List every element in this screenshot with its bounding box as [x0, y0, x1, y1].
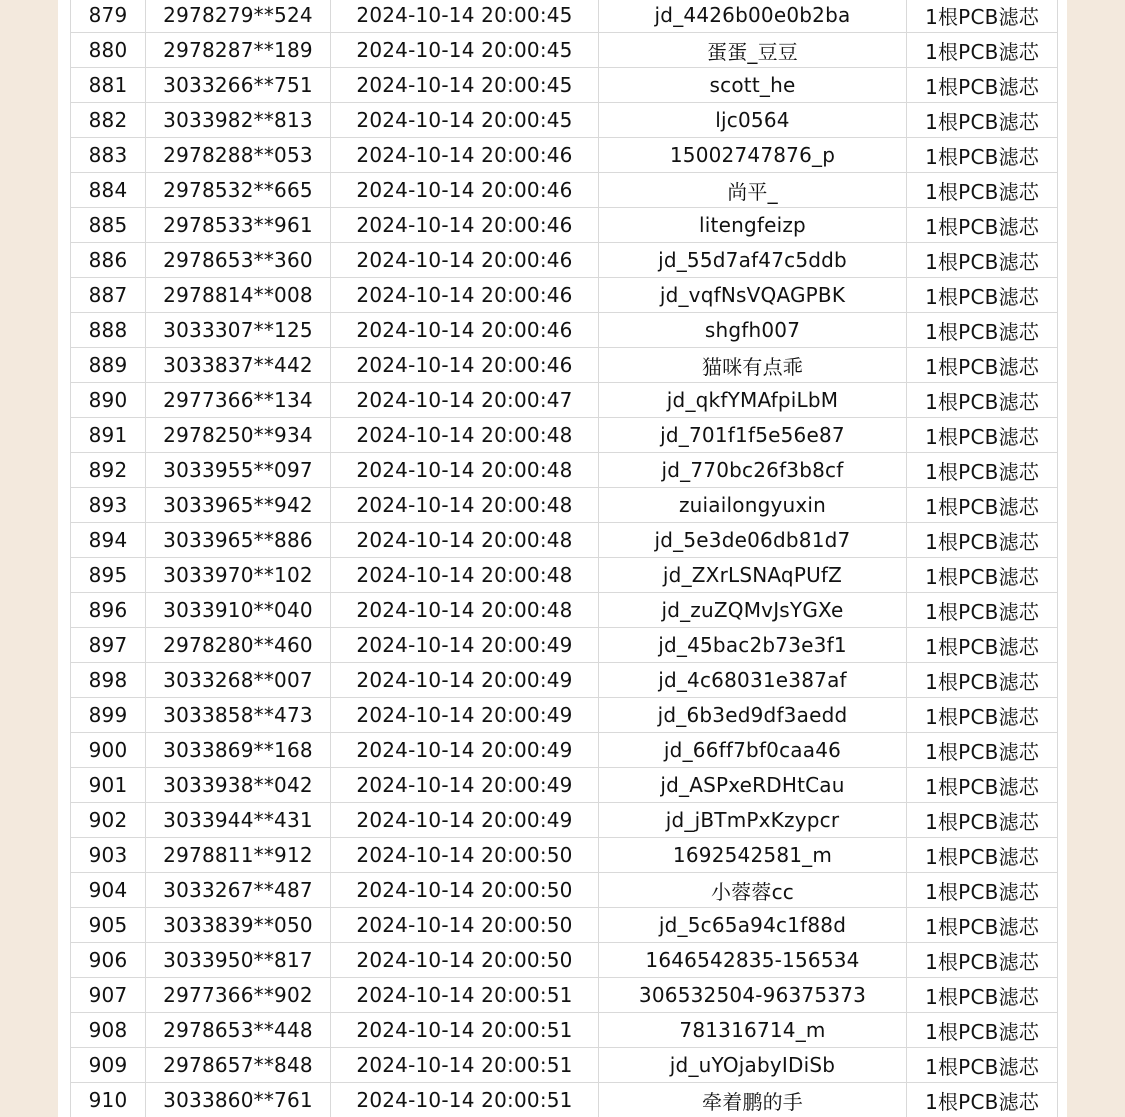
timestamp-cell: 2024-10-14 20:00:50: [331, 943, 599, 978]
table-row: [71, 173, 1058, 208]
table-row: [71, 0, 1058, 33]
table-row: [71, 103, 1058, 138]
rank-cell: 880: [71, 33, 146, 68]
prize-cell: 1根PCB滤芯: [907, 593, 1058, 628]
table-row: [71, 1048, 1058, 1083]
username-cell: 781316714_m: [599, 1013, 907, 1048]
table-row: [71, 68, 1058, 103]
table-row: [71, 278, 1058, 313]
order-id-cell: 2978280**460: [146, 628, 331, 663]
table-row: [71, 348, 1058, 383]
timestamp-cell: 2024-10-14 20:00:51: [331, 978, 599, 1013]
username-cell: jd_66ff7bf0caa46: [599, 733, 907, 768]
timestamp-cell: 2024-10-14 20:00:49: [331, 768, 599, 803]
username-cell: litengfeizp: [599, 208, 907, 243]
timestamp-cell: 2024-10-14 20:00:46: [331, 313, 599, 348]
timestamp-cell: 2024-10-14 20:00:51: [331, 1083, 599, 1117]
rank-cell: 906: [71, 943, 146, 978]
prize-cell: 1根PCB滤芯: [907, 558, 1058, 593]
timestamp-cell: 2024-10-14 20:00:48: [331, 418, 599, 453]
order-id-cell: 2978653**448: [146, 1013, 331, 1048]
order-id-cell: 3033910**040: [146, 593, 331, 628]
rank-cell: 902: [71, 803, 146, 838]
order-id-cell: 3033858**473: [146, 698, 331, 733]
timestamp-cell: 2024-10-14 20:00:47: [331, 383, 599, 418]
table-row: [71, 838, 1058, 873]
table-row: [71, 628, 1058, 663]
username-cell: 尚平_: [599, 173, 907, 208]
table-row: [71, 768, 1058, 803]
order-id-cell: 2977366**902: [146, 978, 331, 1013]
username-cell: jd_jBTmPxKzypcr: [599, 803, 907, 838]
order-id-cell: 2978532**665: [146, 173, 331, 208]
order-id-cell: 3033944**431: [146, 803, 331, 838]
table-row: [71, 138, 1058, 173]
username-cell: jd_qkfYMAfpiLbM: [599, 383, 907, 418]
order-id-cell: 2978653**360: [146, 243, 331, 278]
rank-cell: 898: [71, 663, 146, 698]
table-row: [71, 1083, 1058, 1117]
username-cell: 小蓉蓉cc: [599, 873, 907, 908]
username-cell: ljc0564: [599, 103, 907, 138]
prize-cell: 1根PCB滤芯: [907, 1013, 1058, 1048]
rank-cell: 897: [71, 628, 146, 663]
timestamp-cell: 2024-10-14 20:00:50: [331, 838, 599, 873]
rank-cell: 891: [71, 418, 146, 453]
timestamp-cell: 2024-10-14 20:00:45: [331, 103, 599, 138]
rank-cell: 905: [71, 908, 146, 943]
prize-cell: 1根PCB滤芯: [907, 138, 1058, 173]
username-cell: 牵着鹏的手: [599, 1083, 907, 1117]
timestamp-cell: 2024-10-14 20:00:48: [331, 558, 599, 593]
prize-cell: 1根PCB滤芯: [907, 383, 1058, 418]
table-row: [71, 33, 1058, 68]
rank-cell: 886: [71, 243, 146, 278]
prize-cell: 1根PCB滤芯: [907, 978, 1058, 1013]
timestamp-cell: 2024-10-14 20:00:51: [331, 1013, 599, 1048]
timestamp-cell: 2024-10-14 20:00:46: [331, 278, 599, 313]
timestamp-cell: 2024-10-14 20:00:49: [331, 628, 599, 663]
username-cell: jd_770bc26f3b8cf: [599, 453, 907, 488]
username-cell: jd_45bac2b73e3f1: [599, 628, 907, 663]
page-margin-left: [0, 0, 58, 1117]
timestamp-cell: 2024-10-14 20:00:46: [331, 243, 599, 278]
username-cell: jd_zuZQMvJsYGXe: [599, 593, 907, 628]
username-cell: jd_5c65a94c1f88d: [599, 908, 907, 943]
table-row: [71, 1013, 1058, 1048]
order-id-cell: 3033860**761: [146, 1083, 331, 1117]
rank-cell: 881: [71, 68, 146, 103]
timestamp-cell: 2024-10-14 20:00:48: [331, 453, 599, 488]
prize-cell: 1根PCB滤芯: [907, 1083, 1058, 1117]
prize-cell: 1根PCB滤芯: [907, 733, 1058, 768]
timestamp-cell: 2024-10-14 20:00:46: [331, 173, 599, 208]
table-row: [71, 243, 1058, 278]
rank-cell: 907: [71, 978, 146, 1013]
timestamp-cell: 2024-10-14 20:00:49: [331, 698, 599, 733]
rank-cell: 901: [71, 768, 146, 803]
order-id-cell: 3033965**886: [146, 523, 331, 558]
rank-cell: 889: [71, 348, 146, 383]
rank-cell: 895: [71, 558, 146, 593]
rank-cell: 892: [71, 453, 146, 488]
order-id-cell: 3033837**442: [146, 348, 331, 383]
timestamp-cell: 2024-10-14 20:00:46: [331, 138, 599, 173]
table-row: [71, 208, 1058, 243]
username-cell: jd_4426b00e0b2ba: [599, 0, 907, 33]
table-row: [71, 698, 1058, 733]
order-id-cell: 3033267**487: [146, 873, 331, 908]
order-id-cell: 3033970**102: [146, 558, 331, 593]
order-id-cell: 3033982**813: [146, 103, 331, 138]
winners-table: [70, 0, 1058, 1117]
timestamp-cell: 2024-10-14 20:00:51: [331, 1048, 599, 1083]
timestamp-cell: 2024-10-14 20:00:48: [331, 523, 599, 558]
table-row: [71, 978, 1058, 1013]
prize-cell: 1根PCB滤芯: [907, 768, 1058, 803]
username-cell: jd_vqfNsVQAGPBK: [599, 278, 907, 313]
rank-cell: 896: [71, 593, 146, 628]
table-row: [71, 453, 1058, 488]
prize-cell: 1根PCB滤芯: [907, 278, 1058, 313]
rank-cell: 888: [71, 313, 146, 348]
order-id-cell: 2978288**053: [146, 138, 331, 173]
rank-cell: 903: [71, 838, 146, 873]
order-id-cell: 2978811**912: [146, 838, 331, 873]
table-row: [71, 908, 1058, 943]
prize-cell: 1根PCB滤芯: [907, 663, 1058, 698]
rank-cell: 910: [71, 1083, 146, 1117]
rank-cell: 887: [71, 278, 146, 313]
rank-cell: 908: [71, 1013, 146, 1048]
username-cell: jd_55d7af47c5ddb: [599, 243, 907, 278]
rank-cell: 900: [71, 733, 146, 768]
prize-cell: 1根PCB滤芯: [907, 313, 1058, 348]
order-id-cell: 3033965**942: [146, 488, 331, 523]
order-id-cell: 2978657**848: [146, 1048, 331, 1083]
table-row: [71, 593, 1058, 628]
prize-cell: 1根PCB滤芯: [907, 68, 1058, 103]
username-cell: jd_5e3de06db81d7: [599, 523, 907, 558]
prize-cell: 1根PCB滤芯: [907, 523, 1058, 558]
prize-cell: 1根PCB滤芯: [907, 103, 1058, 138]
rank-cell: 893: [71, 488, 146, 523]
rank-cell: 890: [71, 383, 146, 418]
prize-cell: 1根PCB滤芯: [907, 698, 1058, 733]
username-cell: 1646542835-156534: [599, 943, 907, 978]
prize-cell: 1根PCB滤芯: [907, 873, 1058, 908]
prize-cell: 1根PCB滤芯: [907, 943, 1058, 978]
timestamp-cell: 2024-10-14 20:00:45: [331, 33, 599, 68]
username-cell: zuiailongyuxin: [599, 488, 907, 523]
winners-table-body: [71, 0, 1058, 1117]
rank-cell: 882: [71, 103, 146, 138]
order-id-cell: 2978287**189: [146, 33, 331, 68]
prize-cell: 1根PCB滤芯: [907, 243, 1058, 278]
order-id-cell: 2978814**008: [146, 278, 331, 313]
winners-sheet: [58, 0, 1067, 1117]
timestamp-cell: 2024-10-14 20:00:50: [331, 873, 599, 908]
order-id-cell: 3033950**817: [146, 943, 331, 978]
rank-cell: 885: [71, 208, 146, 243]
timestamp-cell: 2024-10-14 20:00:46: [331, 208, 599, 243]
username-cell: scott_he: [599, 68, 907, 103]
username-cell: 1692542581_m: [599, 838, 907, 873]
table-row: [71, 418, 1058, 453]
timestamp-cell: 2024-10-14 20:00:45: [331, 68, 599, 103]
rank-cell: 879: [71, 0, 146, 33]
order-id-cell: 2978250**934: [146, 418, 331, 453]
order-id-cell: 3033266**751: [146, 68, 331, 103]
rank-cell: 894: [71, 523, 146, 558]
rank-cell: 909: [71, 1048, 146, 1083]
prize-cell: 1根PCB滤芯: [907, 1048, 1058, 1083]
order-id-cell: 3033307**125: [146, 313, 331, 348]
timestamp-cell: 2024-10-14 20:00:50: [331, 908, 599, 943]
table-row: [71, 558, 1058, 593]
rank-cell: 904: [71, 873, 146, 908]
prize-cell: 1根PCB滤芯: [907, 803, 1058, 838]
table-row: [71, 313, 1058, 348]
order-id-cell: 3033938**042: [146, 768, 331, 803]
username-cell: jd_701f1f5e56e87: [599, 418, 907, 453]
page-margin-right: [1067, 0, 1125, 1117]
prize-cell: 1根PCB滤芯: [907, 33, 1058, 68]
order-id-cell: 2978533**961: [146, 208, 331, 243]
username-cell: shgfh007: [599, 313, 907, 348]
prize-cell: 1根PCB滤芯: [907, 908, 1058, 943]
timestamp-cell: 2024-10-14 20:00:45: [331, 0, 599, 33]
order-id-cell: 3033955**097: [146, 453, 331, 488]
order-id-cell: 3033268**007: [146, 663, 331, 698]
username-cell: 306532504-96375373: [599, 978, 907, 1013]
prize-cell: 1根PCB滤芯: [907, 418, 1058, 453]
username-cell: 猫咪有点乖: [599, 348, 907, 383]
timestamp-cell: 2024-10-14 20:00:48: [331, 488, 599, 523]
order-id-cell: 3033869**168: [146, 733, 331, 768]
username-cell: 15002747876_p: [599, 138, 907, 173]
username-cell: jd_ZXrLSNAqPUfZ: [599, 558, 907, 593]
prize-cell: 1根PCB滤芯: [907, 628, 1058, 663]
username-cell: jd_6b3ed9df3aedd: [599, 698, 907, 733]
table-row: [71, 383, 1058, 418]
timestamp-cell: 2024-10-14 20:00:46: [331, 348, 599, 383]
username-cell: 蛋蛋_豆豆: [599, 33, 907, 68]
prize-cell: 1根PCB滤芯: [907, 453, 1058, 488]
order-id-cell: 2977366**134: [146, 383, 331, 418]
prize-cell: 1根PCB滤芯: [907, 488, 1058, 523]
rank-cell: 884: [71, 173, 146, 208]
username-cell: jd_4c68031e387af: [599, 663, 907, 698]
table-row: [71, 733, 1058, 768]
username-cell: jd_ASPxeRDHtCau: [599, 768, 907, 803]
timestamp-cell: 2024-10-14 20:00:49: [331, 733, 599, 768]
table-row: [71, 523, 1058, 558]
table-row: [71, 488, 1058, 523]
prize-cell: 1根PCB滤芯: [907, 0, 1058, 33]
table-row: [71, 943, 1058, 978]
table-row: [71, 663, 1058, 698]
rank-cell: 899: [71, 698, 146, 733]
table-row: [71, 803, 1058, 838]
timestamp-cell: 2024-10-14 20:00:48: [331, 593, 599, 628]
prize-cell: 1根PCB滤芯: [907, 173, 1058, 208]
rank-cell: 883: [71, 138, 146, 173]
prize-cell: 1根PCB滤芯: [907, 208, 1058, 243]
timestamp-cell: 2024-10-14 20:00:49: [331, 803, 599, 838]
username-cell: jd_uYOjabyIDiSb: [599, 1048, 907, 1083]
order-id-cell: 3033839**050: [146, 908, 331, 943]
table-row: [71, 873, 1058, 908]
timestamp-cell: 2024-10-14 20:00:49: [331, 663, 599, 698]
prize-cell: 1根PCB滤芯: [907, 838, 1058, 873]
order-id-cell: 2978279**524: [146, 0, 331, 33]
prize-cell: 1根PCB滤芯: [907, 348, 1058, 383]
